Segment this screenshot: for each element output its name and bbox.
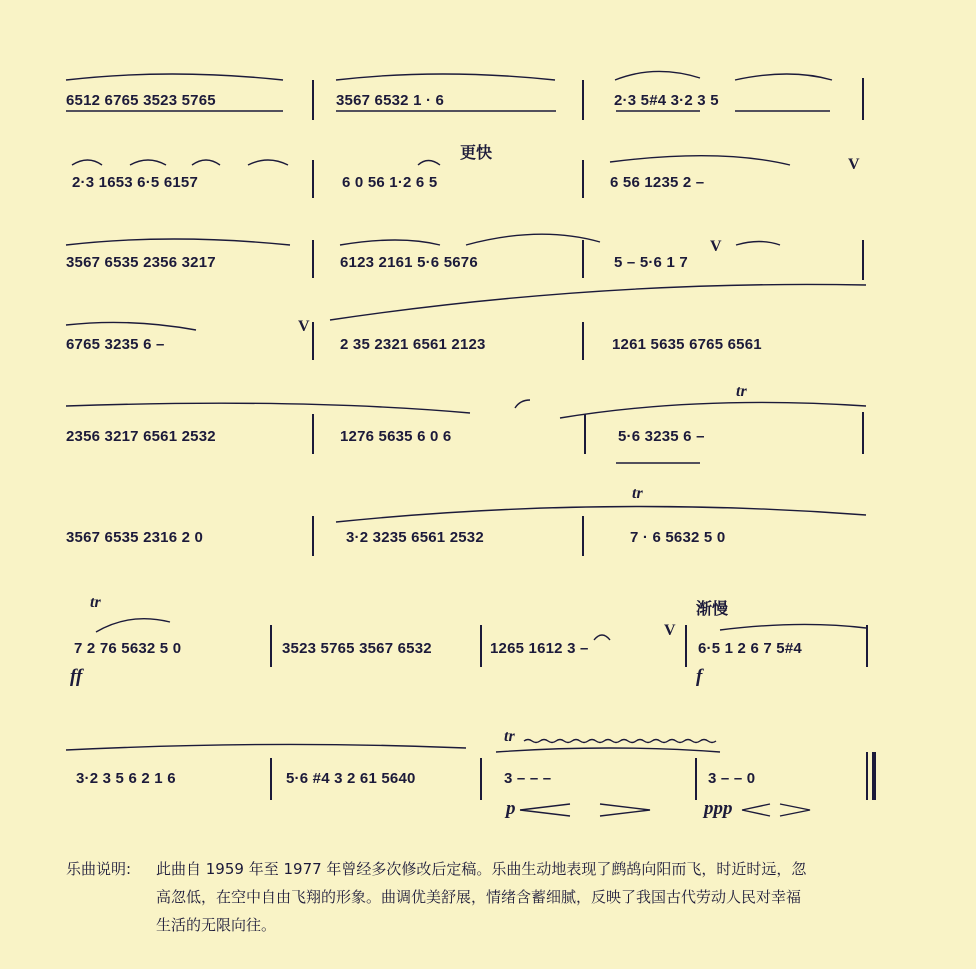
barline — [480, 758, 482, 800]
barline — [862, 412, 864, 454]
breath-mark: V — [298, 318, 310, 335]
measure-text: 3·2 3235 6561 2532 — [346, 529, 484, 546]
measure-text: 1276 5635 6 0 6 — [340, 428, 452, 445]
trill-mark: tr — [90, 594, 101, 611]
barline — [270, 758, 272, 800]
barline — [480, 625, 482, 667]
dynamic-f: f — [696, 666, 703, 687]
barline — [584, 414, 586, 454]
measure-text: 6123 2161 5·6 5676 — [340, 254, 478, 271]
measure-text: 6 56 1235 2 – — [610, 174, 705, 191]
barline — [312, 240, 314, 278]
dynamic-ppp: ppp — [704, 798, 733, 819]
breath-mark: V — [848, 156, 860, 173]
explanation-line: 生活的无限向往。 — [156, 916, 277, 934]
dynamic-ff: ff — [70, 666, 83, 687]
dynamic-p: p — [506, 798, 516, 819]
tempo-faster: 更快 — [460, 143, 493, 162]
barline — [312, 414, 314, 454]
measure-text: 6 0 56 1·2 6 5 — [342, 174, 438, 191]
measure-text: 2·3 1653 6·5 6157 — [72, 174, 199, 191]
measure-text: 2·3 5#4 3·2 3 5 — [614, 92, 719, 109]
barline — [862, 78, 864, 120]
measure-text: 3523 5765 3567 6532 — [282, 640, 432, 657]
measure-text: 7 2 76 5632 5 0 — [74, 640, 182, 657]
trill-mark: tr — [504, 728, 515, 745]
measure-text: 7 · 6 5632 5 0 — [630, 529, 726, 546]
explanation-line: 此曲自 1959 年至 1977 年曾经多次修改后定稿。乐曲生动地表现了鹧鸪向阳而飞，时近时远，忽 — [156, 860, 807, 878]
measure-text: 3567 6532 1 · 6 — [336, 92, 445, 109]
measure-text: 2356 3217 6561 2532 — [66, 428, 216, 445]
measure-text: 5·6 3235 6 – — [618, 428, 705, 445]
measure-text: 5 – 5·6 1 7 — [614, 254, 688, 271]
final-barline-thin — [866, 752, 868, 800]
barline — [695, 758, 697, 800]
barline — [312, 322, 314, 360]
barline — [312, 516, 314, 556]
barline — [270, 625, 272, 667]
explanation-label: 乐曲说明: — [66, 860, 132, 878]
measure-text: 5·6 #4 3 2 61 5640 — [286, 770, 416, 787]
barline — [582, 80, 584, 120]
barline — [312, 160, 314, 198]
trill-mark: tr — [632, 485, 643, 502]
barline — [582, 516, 584, 556]
breath-mark: V — [664, 622, 676, 639]
measure-text: 3567 6535 2316 2 0 — [66, 529, 204, 546]
measure-text: 3 – – – — [504, 770, 552, 787]
final-barline-thick — [872, 752, 876, 800]
barline — [866, 625, 868, 667]
measure-text: 6512 6765 3523 5765 — [66, 92, 216, 109]
tempo-slower: 渐慢 — [696, 599, 729, 618]
trill-mark: tr — [736, 383, 747, 400]
measure-text: 3 – – 0 — [708, 770, 756, 787]
barline — [582, 322, 584, 360]
explanation-line: 高忽低，在空中自由飞翔的形象。曲调优美舒展，情绪含蓄细腻，反映了我国古代劳动人民对幸福 — [156, 888, 802, 906]
measure-text: 2 35 2321 6561 2123 — [340, 336, 486, 353]
barline — [582, 240, 584, 278]
breath-mark: V — [710, 238, 722, 255]
barline — [312, 80, 314, 120]
barline — [685, 625, 687, 667]
measure-text: 1265 1612 3 – — [490, 640, 589, 657]
barline — [582, 160, 584, 198]
measure-text: 6·5 1 2 6 7 5#4 — [698, 640, 802, 657]
barline — [862, 240, 864, 280]
measure-text: 3567 6535 2356 3217 — [66, 254, 216, 271]
measure-text: 3·2 3 5 6 2 1 6 — [76, 770, 176, 787]
measure-text: 1261 5635 6765 6561 — [612, 336, 762, 353]
measure-text: 6765 3235 6 – — [66, 336, 165, 353]
